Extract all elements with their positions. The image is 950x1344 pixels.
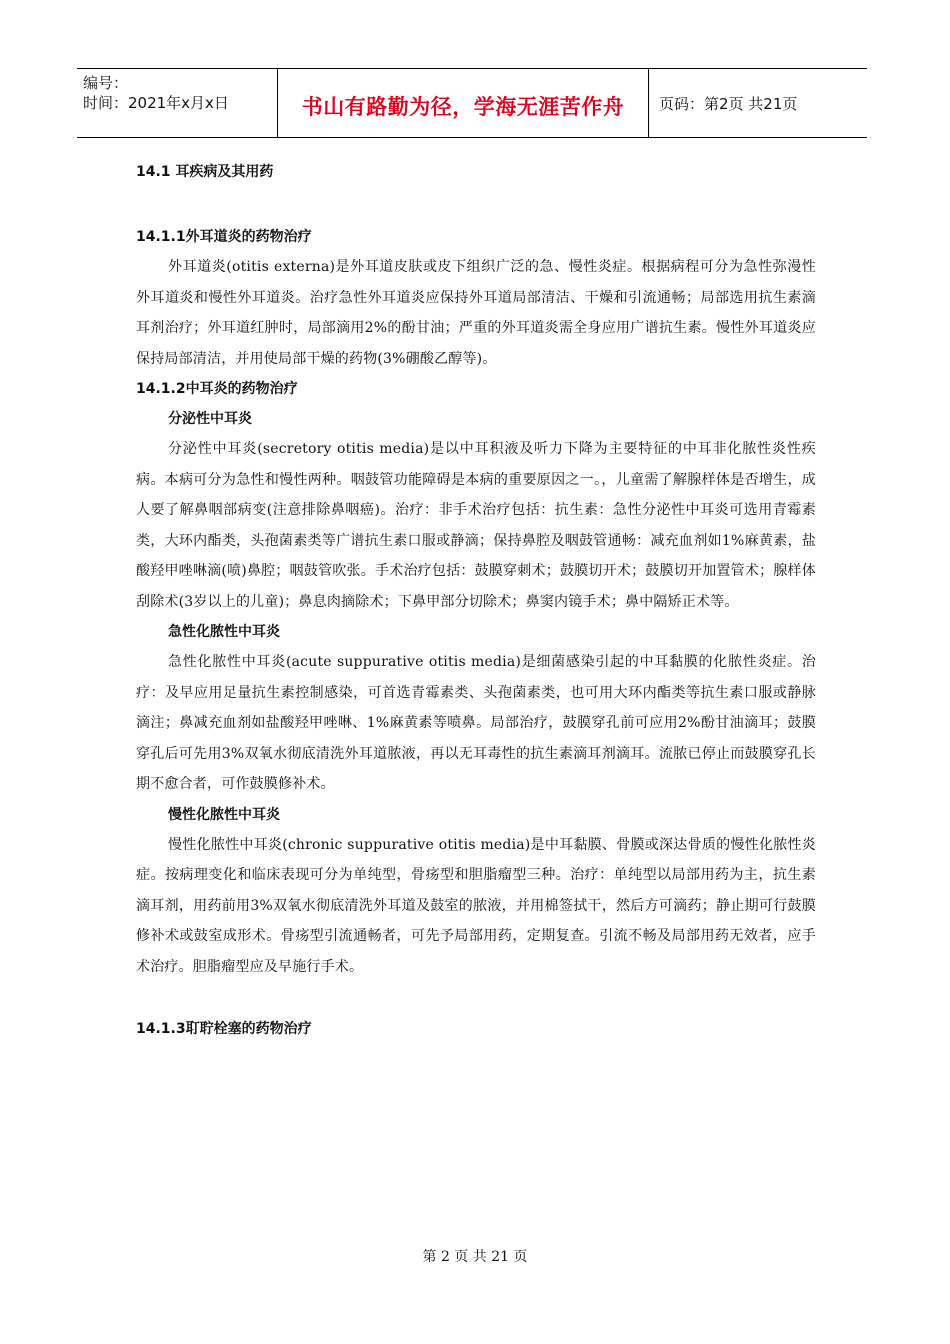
section-heading-14-1-1: 14.1.1外耳道炎的药物治疗 bbox=[136, 229, 312, 245]
section-heading-14-1: 14.1 耳疾病及其用药 bbox=[136, 164, 274, 180]
page-footer: 第 2 页 共 21 页 bbox=[422, 1249, 528, 1265]
header-motto: 书山有路勤为径，学海无涯苦作舟 bbox=[301, 95, 625, 119]
paragraph-chronic-suppurative: 慢性化脓性中耳炎(chronic suppurative otitis media)是中耳黏膜、骨膜或深达骨质的慢性化脓性炎症。按病理变化和临床表现可分为单纯型，骨疡型和胆脂瘤型三种。治疗：单纯型以局部用药为主，抗生素滴耳剂，用药前用3%双氧水彻底清洗外耳道及鼓室的脓液，并用棉签拭干，然后方可滴药；静止期可行鼓膜修补术或鼓室成形术。骨疡型引流通畅者，可先予局部用药，定期复查。引流不畅及局部用药无效者，应手术治疗。胆脂瘤型应及早施行手术。 bbox=[136, 836, 816, 975]
section-heading-14-1-3: 14.1.3耵聍栓塞的药物治疗 bbox=[136, 1021, 312, 1037]
header-meta bbox=[77, 69, 278, 137]
document-body bbox=[136, 158, 816, 1044]
paragraph-secretory-otitis: 分泌性中耳炎(secretory otitis media)是以中耳积液及听力下降为主要特征的中耳非化脓性炎性疾病。本病可分为急性和慢性两种。咽鼓管功能障碍是本病的重要原因之一。，儿童需了解腺样体是否增生，成人要了解鼻咽部病变(注意排除鼻咽癌)。治疗：非手术治疗包括：抗生素：急性分泌性中耳炎可选用青霉素类，大环内酯类，头孢菌素类等广谱抗生素口服或静滴；保持鼻腔及咽鼓管通畅：减充血剂如1%麻黄素，盐酸羟甲唑啉滴(喷)鼻腔；咽鼓管吹张。手术治疗包括：鼓膜穿刺术；鼓膜切开术；鼓膜切开加置管术；腺样体刮除术(3岁以上的儿童)；鼻息肉摘除术；下鼻甲部分切除术；鼻窦内镜手术；鼻中隔矫正术等。 bbox=[136, 441, 816, 610]
page-header bbox=[77, 68, 867, 138]
subheading-secretory-otitis: 分泌性中耳炎 bbox=[168, 411, 252, 427]
paragraph-otitis-externa: 外耳道炎(otitis externa)是外耳道皮肤或皮下组织广泛的急、慢性炎症。根据病程可分为急性弥漫性外耳道炎和慢性外耳道炎。治疗急性外耳道炎应保持外耳道局部清洁、干燥和引流通畅；局部选用抗生素滴耳剂治疗；外耳道红肿时，局部滴用2%的酚甘油；严重的外耳道炎需全身应用广谱抗生素。慢性外耳道炎应保持局部清洁，并用使局部干燥的药物(3%硼酸乙醇等)。 bbox=[136, 259, 816, 367]
header-number-label: 编号： bbox=[83, 74, 129, 92]
paragraph-acute-suppurative: 急性化脓性中耳炎(acute suppurative otitis media)是细菌感染引起的中耳黏膜的化脓性炎症。治疗：及早应用足量抗生素控制感染，可首选青霉素类、头孢菌素类，也可用大环内酯类等抗生素口服或静脉滴注；鼻减充血剂如盐酸羟甲唑啉、1%麻黄素等喷鼻。局部治疗，鼓膜穿孔前可应用2%酚甘油滴耳；鼓膜穿孔后可先用3%双氧水彻底清洗外耳道脓液，再以无耳毒性的抗生素滴耳剂滴耳。流脓已停止而鼓膜穿孔长期不愈合者，可作鼓膜修补术。 bbox=[136, 654, 816, 792]
header-time-label: 时间：2021年x月x日 bbox=[83, 94, 229, 112]
header-page-label: 页码：第2页 共21页 bbox=[659, 95, 798, 113]
section-heading-14-1-2: 14.1.2中耳炎的药物治疗 bbox=[136, 381, 298, 397]
header-motto-cell bbox=[278, 69, 649, 137]
subheading-acute-suppurative: 急性化脓性中耳炎 bbox=[168, 624, 280, 640]
subheading-chronic-suppurative: 慢性化脓性中耳炎 bbox=[168, 806, 280, 823]
